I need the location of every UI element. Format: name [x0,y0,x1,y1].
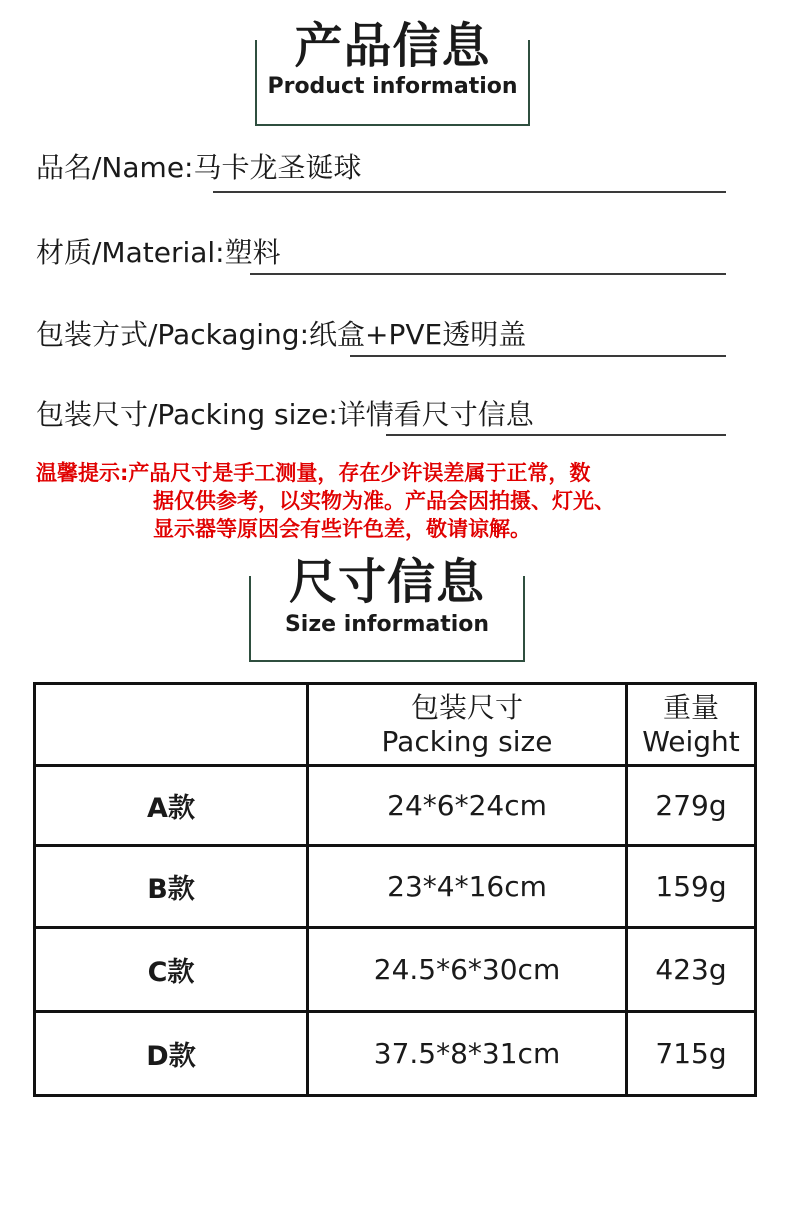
info-packing-size-underline [386,434,726,436]
notice-line-3: 显示器等原因会有些许色差，敬请谅解。 [153,517,531,541]
product-info-title-en: Product information [267,74,518,99]
row-weight: 279g [627,766,756,846]
product-info-title-box [255,18,530,126]
header-packing-size-zh: 包装尺寸 [410,690,523,724]
row-label: B款 [35,846,308,928]
row-weight: 423g [627,928,756,1012]
product-info-title-zh: 产品信息 [294,18,491,74]
table-row [35,928,756,1012]
row-size: 37.5*8*31cm [308,1012,627,1096]
table-row [35,766,756,846]
table-header-row [35,684,756,766]
header-blank-cell [35,684,308,766]
info-name-underline [213,191,726,193]
header-weight-en: Weight [642,724,740,758]
notice-line-2: 据仅供参考，以实物为准。产品会因拍摄、灯光、 [153,489,615,513]
row-size: 24.5*6*30cm [308,928,627,1012]
size-info-title-zh: 尺寸信息 [288,554,485,610]
row-weight: 715g [627,1012,756,1096]
row-label: A款 [35,766,308,846]
info-packing-size-text: 包装尺寸/Packing size:详情看尺寸信息 [36,398,534,431]
notice-line-1: 温馨提示:产品尺寸是手工测量，存在少许误差属于正常，数 [36,461,591,485]
info-name-text: 品名/Name:马卡龙圣诞球 [36,151,362,184]
header-weight-zh: 重量 [662,690,719,724]
row-size: 23*4*16cm [308,846,627,928]
info-packaging-text: 包装方式/Packaging:纸盒+PVE透明盖 [36,318,527,351]
size-table [33,682,757,1097]
size-info-title-en: Size information [284,612,490,637]
header-packing-size-en: Packing size [381,724,553,758]
size-info-title-box [249,554,525,662]
info-material-underline [250,273,726,275]
info-material-text: 材质/Material:塑料 [36,236,281,269]
header-weight [627,684,756,766]
info-packaging-underline [350,355,726,357]
row-size: 24*6*24cm [308,766,627,846]
row-label: D款 [35,1012,308,1096]
row-weight: 159g [627,846,756,928]
table-row [35,1012,756,1096]
row-label: C款 [35,928,308,1012]
header-packing-size [308,684,627,766]
table-row [35,846,756,928]
